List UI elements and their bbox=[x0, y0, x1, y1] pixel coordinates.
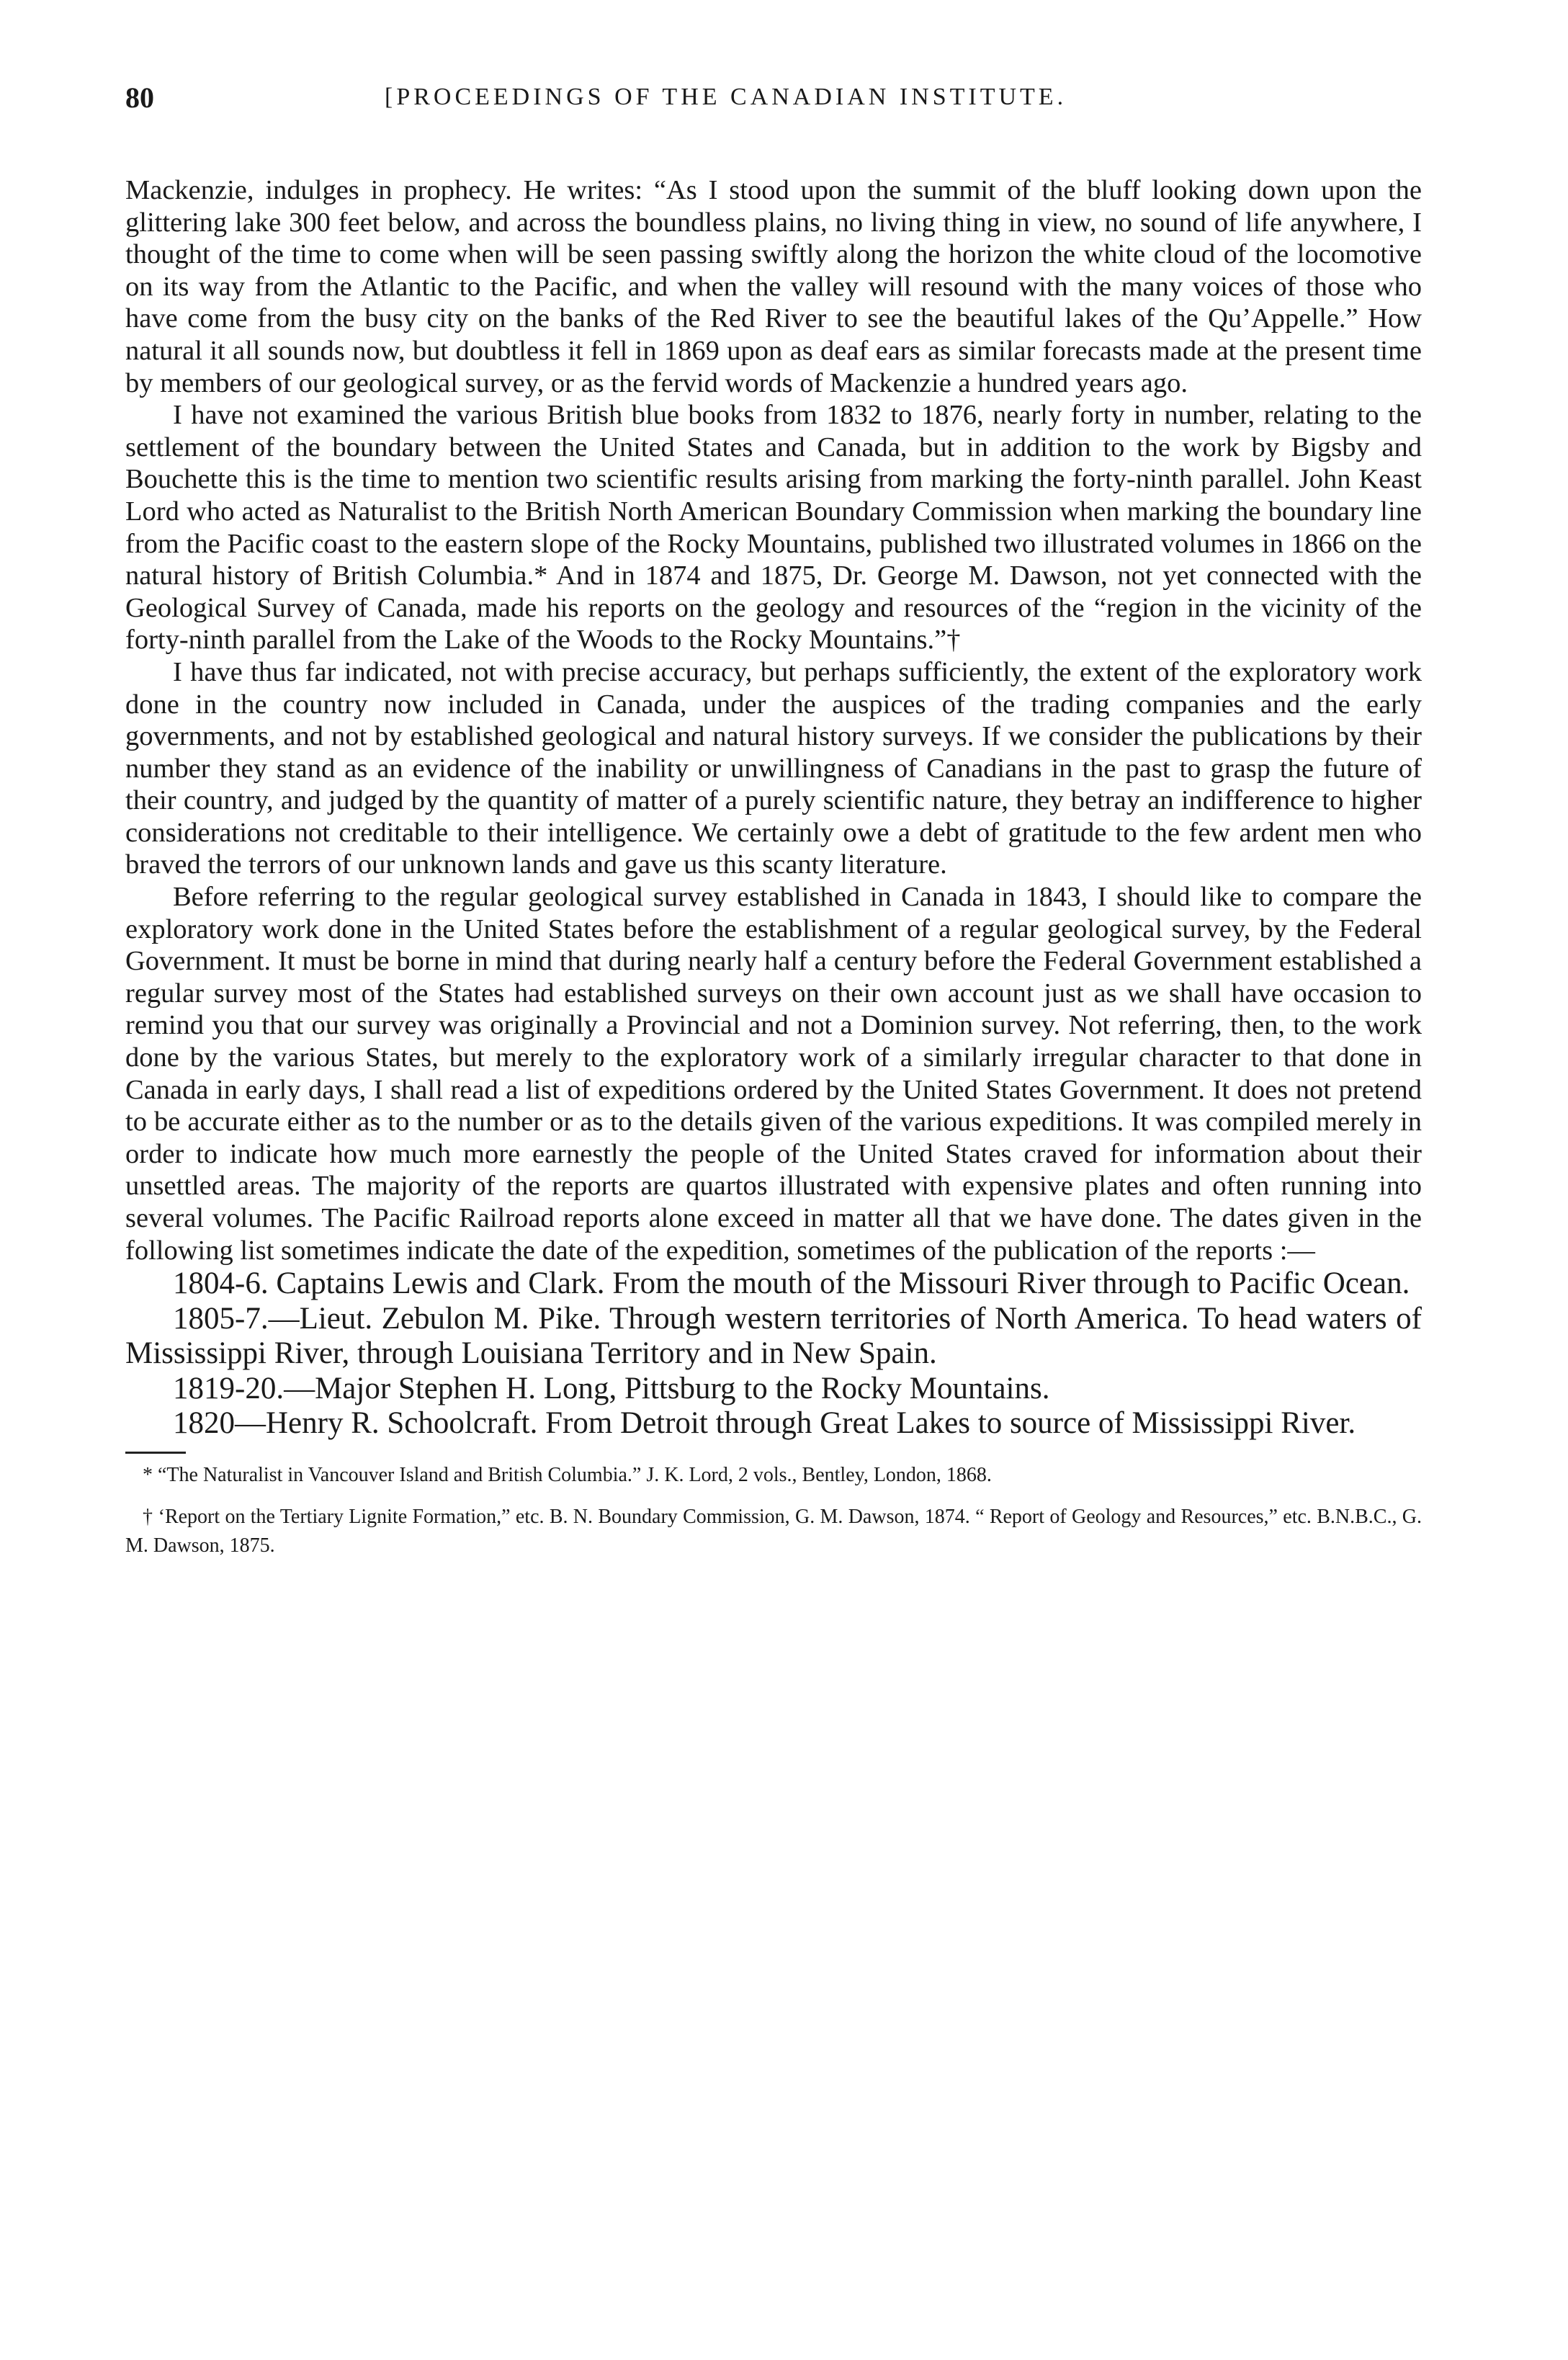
page-number: 80 bbox=[125, 81, 154, 114]
running-head: [PROCEEDINGS OF THE CANADIAN INSTITUTE. bbox=[385, 84, 1067, 110]
paragraph: Before referring to the regular geological survey established in Canada in 1843, I should like to compare the exploratory work done in the United States before the establishment of a regular geological survey, by the Federal Government. It must be borne in mind that during nearly half a century before the Federal Government established a regular survey most of the States had established surveys on their own account just as we shall have occasion to remind you that our survey was originally a Provincial and not a Dominion survey. Not referring, then, to the work done by the various States, but merely to the exploratory work of a similarly irregular character to that done in Canada in early days, I shall read a list of expeditions ordered by the United States Government. It does not pretend to be accurate either as to the number or as to the details given of the various expeditions. It was compiled merely in order to indicate how much more earnestly the people of the United States craved for information about their unsettled areas. The majority of the reports are quartos illustrated with expensive plates and often running into several volumes. The Pacific Railroad reports alone exceed in matter all that we have done. The dates given in the following list sometimes indicate the date of the expedition, sometimes of the publication of the reports :— bbox=[125, 882, 1422, 1266]
footnote-divider bbox=[125, 1452, 186, 1454]
footnotes bbox=[125, 1461, 1422, 1560]
expedition-entry: 1819-20.—Major Stephen H. Long, Pittsburg to the Rocky Mountains. bbox=[173, 1371, 1050, 1405]
paragraph: I have thus far indicated, not with precise accuracy, but perhaps sufficiently, the extent of the exploratory work done in the country now included in Canada, under the auspices of the trading companies and the early governments, and not by established geological and natural history surveys. If we consider the publications by their number they stand as an evidence of the inability or unwillingness of Canadians in the past to grasp the future of their country, and judged by the quantity of matter of a purely scientific nature, they betray an indifference to higher considerations not creditable to their intelligence. We certainly owe a debt of gratitude to the few ardent men who braved the terrors of our unknown lands and gave us this scanty literature. bbox=[125, 656, 1422, 880]
expedition-entry: 1805-7.—Lieut. Zebulon M. Pike. Through western territories of North America. To head waters of Mississippi River, through Louisiana Territory and in New Spain. bbox=[125, 1301, 1422, 1371]
page-header bbox=[125, 81, 1422, 124]
expedition-list bbox=[125, 1266, 1422, 1442]
paragraph: I have not examined the various British blue books from 1832 to 1876, nearly forty in number, relating to the settlement of the boundary between the United States and Canada, but in addition to the work by Bigsby and Bouchette this is the time to mention two scientific results arising from marking the forty-ninth parallel. John Keast Lord who acted as Naturalist to the British North American Boundary Commission when marking the boundary line from the Pacific coast to the eastern slope of the Rocky Mountains, published two illustrated volumes in 1866 on the natural history of British Columbia.* And in 1874 and 1875, Dr. George M. Dawson, not yet connected with the Geological Survey of Canada, made his reports on the geology and resources of the “region in the vicinity of the forty-ninth parallel from the Lake of the Woods to the Rocky Mountains.”† bbox=[125, 400, 1422, 656]
document-page bbox=[125, 81, 1422, 1560]
footnote: † ‘Report on the Tertiary Lignite Formation,” etc. B. N. Boundary Commission, G. M. Dawson, 1874. “ Report of Geology and Resources,” etc. B.N.B.C., G. M. Dawson, 1875. bbox=[125, 1505, 1422, 1557]
expedition-entry: 1820—Henry R. Schoolcraft. From Detroit through Great Lakes to source of Mississippi River. bbox=[173, 1406, 1356, 1441]
footnote: * “The Naturalist in Vancouver Island and British Columbia.” J. K. Lord, 2 vols., Bentley, London, 1868. bbox=[143, 1463, 992, 1486]
expedition-entry: 1804-6. Captains Lewis and Clark. From the mouth of the Missouri River through to Pacific Ocean. bbox=[173, 1266, 1410, 1301]
body-text bbox=[125, 174, 1422, 1266]
paragraph: Mackenzie, indulges in prophecy. He writes: “As I stood upon the summit of the bluff looking down upon the glittering lake 300 feet below, and across the boundless plains, no living thing in view, no sound of life anywhere, I thought of the time to come when will be seen passing swiftly along the horizon the white cloud of the locomotive on its way from the Atlantic to the Pacific, and when the valley will resound with the many voices of those who have come from the busy city on the banks of the Red River to see the beautiful lakes of the Qu’Appelle.” How natural it all sounds now, but doubtless it fell in 1869 upon as deaf ears as similar forecasts made at the present time by members of our geological survey, or as the fervid words of Mackenzie a hundred years ago. bbox=[125, 175, 1422, 398]
